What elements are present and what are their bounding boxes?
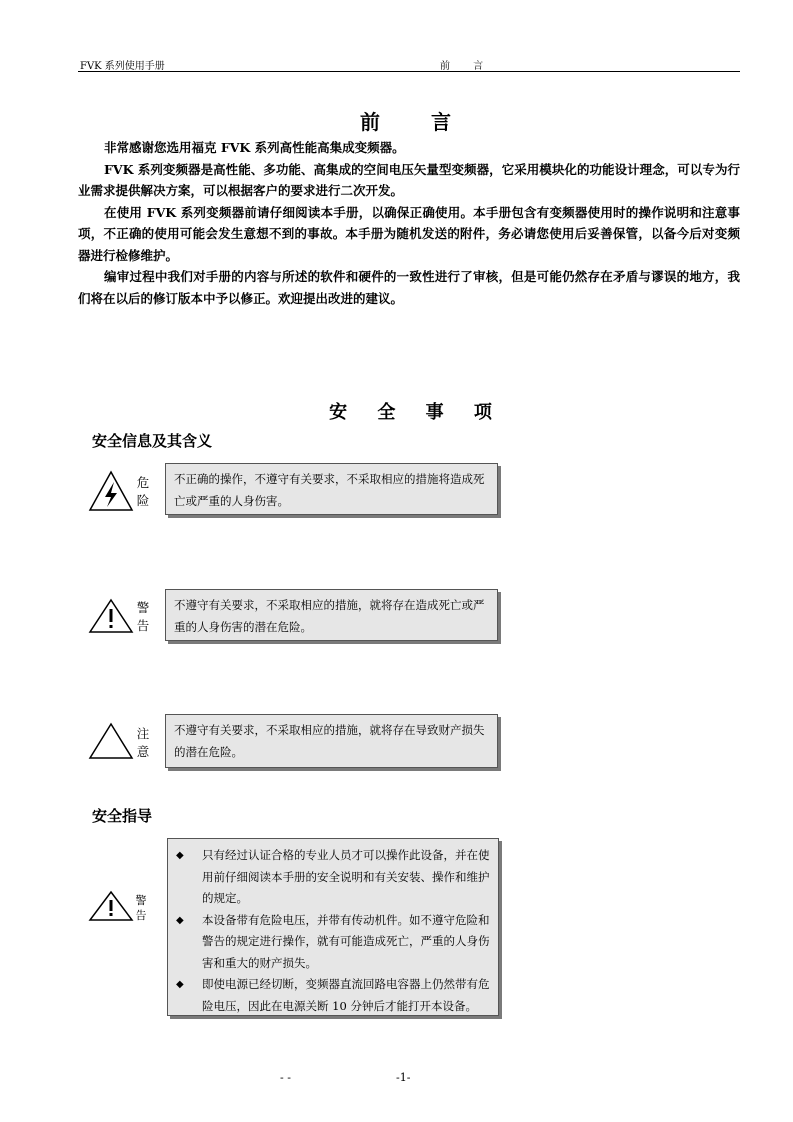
caution-notice-box bbox=[165, 714, 498, 768]
guide-warning-label: 警告 bbox=[135, 894, 147, 922]
running-header-title: FVK 系列使用手册 bbox=[80, 61, 165, 72]
preface-paragraph-1: 非常感谢您选用福克 FVK 系列高性能高集成变频器。 bbox=[104, 140, 405, 155]
high-voltage-icon bbox=[88, 470, 134, 512]
warning-label: 警告 bbox=[136, 600, 150, 633]
diamond-bullet-icon: ◆ bbox=[176, 914, 184, 926]
footer-marker: - - bbox=[280, 1071, 291, 1084]
caution-icon bbox=[88, 722, 134, 760]
safety-guide-heading: 安全指导 bbox=[92, 807, 153, 825]
warning-icon bbox=[88, 890, 134, 922]
diamond-bullet-icon: ◆ bbox=[176, 979, 184, 990]
guide-item-text: 即使电源已经切断，变频器直流回路电容器上仍然带有危险电压，因此在电源关断 10 分钟后才能打开本设备。 bbox=[202, 977, 490, 1013]
preface-title: 前 言 bbox=[360, 110, 473, 134]
list-item bbox=[176, 974, 490, 1017]
preface-paragraph-4: 编审过程中我们对手册的内容与所述的软件和硬件的一致性进行了审核，但是可能仍然存在矛盾与谬误的地方，我们将在以后的修订版本中予以修正。欢迎提出改进的建议。 bbox=[78, 269, 740, 306]
warning-icon bbox=[88, 598, 134, 634]
danger-notice-box bbox=[165, 463, 498, 515]
safety-info-heading: 安全信息及其含义 bbox=[92, 432, 213, 450]
preface-body bbox=[78, 137, 740, 309]
safety-title: 安 全 事 项 bbox=[329, 402, 504, 423]
danger-label: 危险 bbox=[136, 475, 150, 508]
warning-notice-box bbox=[165, 589, 498, 641]
caution-label: 注意 bbox=[136, 726, 150, 759]
diamond-bullet-icon: ◆ bbox=[176, 850, 184, 861]
page-number: -1- bbox=[396, 1071, 411, 1084]
guide-item-text: 本设备带有危险电压，并带有传动机件。如不遵守危险和警告的规定进行操作，就有可能造成死亡，严重的人身伤害和重大的财产损失。 bbox=[202, 912, 490, 970]
list-item bbox=[176, 910, 490, 975]
list-item bbox=[176, 845, 490, 910]
preface-paragraph-2: FVK 系列变频器是高性能、多功能、高集成的空间电压矢量型变频器，它采用模块化的功能设计理念，可以专为行业需求提供解决方案，可以根据客户的要求进行二次开发。 bbox=[78, 161, 740, 198]
header-divider bbox=[78, 71, 740, 72]
guide-item-text: 只有经过认证合格的专业人员才可以操作此设备，并在使用前仔细阅读本手册的安全说明和有关安装、操作和维护的规定。 bbox=[202, 848, 490, 905]
caution-notice-text: 不遵守有关要求，不采取相应的措施，就将存在导致财产损失的潜在危险。 bbox=[174, 723, 485, 759]
warning-notice-text: 不遵守有关要求，不采取相应的措施，就将存在造成死亡或严重的人身伤害的潜在危险。 bbox=[174, 598, 485, 634]
safety-guide-box bbox=[167, 838, 499, 1016]
danger-notice-text: 不正确的操作，不遵守有关要求，不采取相应的措施将造成死亡或严重的人身伤害。 bbox=[174, 472, 485, 508]
running-header-section: 前 言 bbox=[440, 61, 494, 72]
preface-paragraph-3: 在使用 FVK 系列变频器前请仔细阅读本手册，以确保正确使用。本手册包含有变频器使用时的操作说明和注意事项，不正确的使用可能会发生意想不到的事故。本手册为随机发送的附件，务必请您使用后妥善保管，以备今后对变频器进行检修维护。 bbox=[78, 204, 740, 263]
